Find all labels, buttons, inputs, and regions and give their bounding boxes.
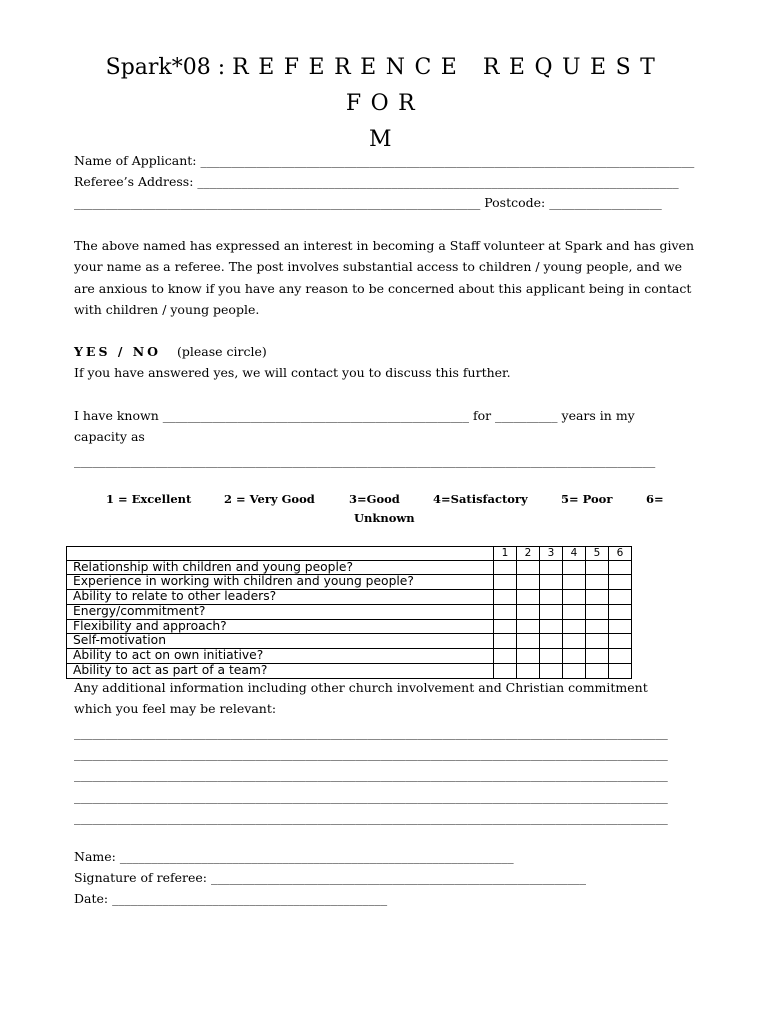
rating-cell[interactable] [494,575,517,590]
scale-1: 1 = Excellent [106,492,192,506]
rating-cell[interactable] [609,619,632,634]
additional-info-line[interactable]: _______________________________________________________________________________________________ [74,810,668,825]
rating-cell[interactable] [609,649,632,664]
page-title [72,50,698,158]
criterion-label: Self-motivation [67,634,494,649]
title-line2: M [368,127,402,152]
rating-cell[interactable] [494,649,517,664]
scale-6: 6= [646,492,664,506]
yes-no-line [74,341,267,362]
rating-cell[interactable] [563,575,586,590]
rating-cell[interactable] [609,575,632,590]
rating-cell[interactable] [563,590,586,605]
rating-cell[interactable] [517,575,540,590]
referee-address-field[interactable]: Referee’s Address: _____________________________________________________________________________ [74,174,679,189]
rating-cell[interactable] [517,649,540,664]
scale-3: 3=Good [349,492,400,506]
rating-cell[interactable] [609,634,632,649]
rating-cell[interactable] [609,590,632,605]
rating-cell[interactable] [517,560,540,575]
additional-info-label-2: which you feel may be relevant: [74,701,277,716]
criterion-label: Energy/commitment? [67,604,494,619]
rating-cell[interactable] [517,619,540,634]
yes-no-options[interactable]: YES / NO [74,344,162,359]
additional-info-line[interactable]: _______________________________________________________________________________________________ [74,789,668,804]
rating-cell[interactable] [517,604,540,619]
additional-info-label: Any additional information including other church involvement and Christian commitment [74,680,648,695]
title-line1: REFERENCE REQUEST FOR [232,55,665,116]
table-row [67,649,632,664]
rating-cell[interactable] [563,634,586,649]
rating-column-header: 1 [494,547,517,561]
rating-column-header: 3 [540,547,563,561]
intro-paragraph: The above named has expressed an interest in becoming a Staff volunteer at Spark and has given your name as a referee. The post involves substantial access to children / young people, and we are anxious to know if you have any reason to be concerned about this applicant being in contact with children / young people. [74,238,695,317]
capacity-field[interactable]: _____________________________________________________________________________________________ [74,453,656,468]
rating-cell[interactable] [540,604,563,619]
criterion-label: Ability to act as part of a team? [67,664,494,679]
rating-cell[interactable] [586,649,609,664]
rating-cell[interactable] [586,634,609,649]
title-prefix: Spark*08 : [105,55,233,80]
rating-cell[interactable] [586,560,609,575]
date-field[interactable]: Date: ____________________________________________ [74,891,388,906]
rating-cell[interactable] [586,619,609,634]
criterion-label: Ability to relate to other leaders? [67,590,494,605]
rating-cell[interactable] [540,575,563,590]
rating-cell[interactable] [540,649,563,664]
rating-cell[interactable] [494,560,517,575]
scale-6-label: Unknown [354,511,415,525]
known-duration-field[interactable]: I have known _________________________________________________ for __________ years in my [74,408,635,423]
rating-cell[interactable] [494,590,517,605]
rating-cell[interactable] [586,604,609,619]
table-row [67,560,632,575]
table-row [67,590,632,605]
rating-cell[interactable] [540,634,563,649]
capacity-label: capacity as [74,429,145,444]
rating-column-header: 6 [609,547,632,561]
rating-cell[interactable] [540,619,563,634]
rating-cell[interactable] [609,604,632,619]
rating-column-header: 4 [563,547,586,561]
rating-cell[interactable] [586,575,609,590]
criteria-header [67,547,494,561]
additional-info-line[interactable]: _______________________________________________________________________________________________ [74,767,668,782]
rating-cell[interactable] [517,634,540,649]
additional-info-line[interactable]: _______________________________________________________________________________________________ [74,746,668,761]
table-row [67,575,632,590]
scale-2: 2 = Very Good [224,492,315,506]
scale-5: 5= Poor [561,492,613,506]
rating-cell[interactable] [609,560,632,575]
scale-4: 4=Satisfactory [433,492,528,506]
rating-table [66,546,632,679]
postcode-field[interactable]: _________________________________________________________________ Postcode: __________________ [74,195,662,210]
rating-cell[interactable] [563,604,586,619]
rating-cell[interactable] [494,604,517,619]
additional-info-line[interactable]: _______________________________________________________________________________________________ [74,725,668,740]
yes-no-hint: (please circle) [176,344,267,359]
rating-cell[interactable] [494,619,517,634]
rating-cell[interactable] [586,590,609,605]
table-row [67,604,632,619]
rating-cell[interactable] [494,634,517,649]
rating-cell[interactable] [563,649,586,664]
rating-cell[interactable] [540,590,563,605]
criterion-label: Experience in working with children and young people? [67,575,494,590]
rating-cell[interactable] [563,560,586,575]
table-row [67,634,632,649]
rating-cell[interactable] [540,560,563,575]
rating-column-header: 5 [586,547,609,561]
criterion-label: Ability to act on own initiative? [67,649,494,664]
referee-signature-field[interactable]: Signature of referee: ____________________________________________________________ [74,870,586,885]
rating-column-header: 2 [517,547,540,561]
rating-cell[interactable] [563,619,586,634]
yes-followup-text: If you have answered yes, we will contact you to discuss this further. [74,365,511,380]
rating-cell[interactable] [517,590,540,605]
table-row [67,619,632,634]
criterion-label: Flexibility and approach? [67,619,494,634]
referee-name-field[interactable]: Name: _______________________________________________________________ [74,849,514,864]
criterion-label: Relationship with children and young people? [67,560,494,575]
rating-header-row [67,547,632,561]
applicant-name-field[interactable]: Name of Applicant: _______________________________________________________________________________ [74,153,695,168]
